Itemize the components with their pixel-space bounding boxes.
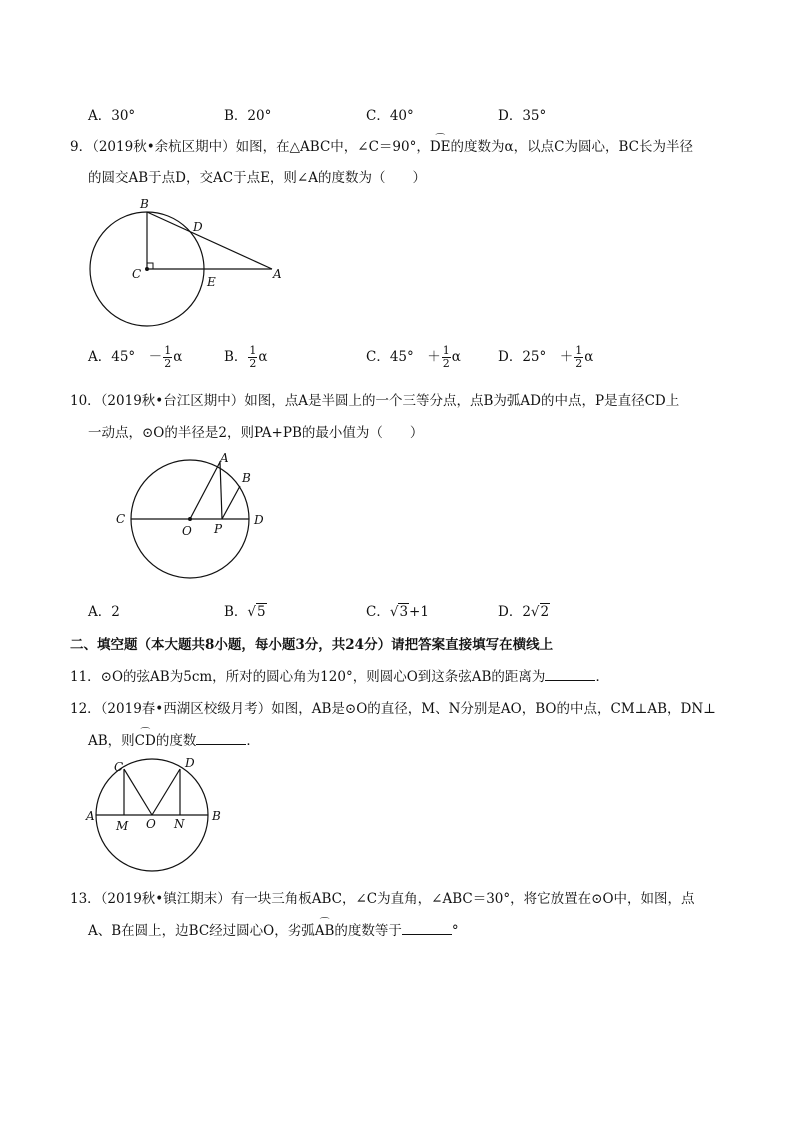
section-2-heading: 二、填空题（本大题共8小题，每小题3分，共24分）请把答案直接填写在横线上	[70, 637, 554, 653]
q9-arc-de: ⌒ DE	[430, 139, 451, 155]
q11-line: 11．⊙O的弦AB为5cm，所对的圆心角为120°，则圆心O到这条弦AB的距离为 ．	[70, 669, 609, 685]
q9-option-d: D．25° ＋ $\frac{1}{2}$ α	[498, 344, 594, 370]
q13-answer-blank[interactable]	[402, 922, 452, 935]
q10-label-o: O	[182, 524, 192, 538]
q12-segment-co	[124, 769, 152, 815]
q10-label-d: D	[254, 513, 264, 527]
q9-option-a: A．45° － $\frac{1}{2}$ α	[88, 344, 183, 370]
q9-label-e: E	[207, 275, 216, 289]
q10-center-dot	[188, 517, 192, 521]
q12-arc-cd: ⌒ CD	[135, 733, 156, 749]
q9-label-d: D	[193, 220, 203, 234]
q10-option-c: C．√3+1	[366, 604, 429, 620]
q12-label-c: C	[114, 760, 124, 774]
q12-figure	[84, 752, 234, 874]
q12-answer-blank[interactable]	[196, 732, 246, 745]
q9-text-1b: 的度数为α，以点C为圆心，BC长为半径	[450, 139, 693, 155]
q10-option-b: B．√5	[224, 604, 266, 620]
q12-line-2: AB，则⌒ CD的度数 ．	[88, 729, 260, 749]
q10-line-1: 10．（2019秋•台江区期中）如图，点A是半圆上的一个三等分点，点B为弧AD的中点，P是直径CD上	[70, 393, 680, 409]
q9-figure	[84, 194, 294, 340]
q12-label-a: A	[86, 809, 95, 823]
q13-line-2: A、B在圆上，边BC经过圆心O，劣弧⌒ AB的度数等于 °	[88, 919, 459, 939]
q10-label-c: C	[116, 512, 126, 526]
q10-option-d: D．2√2	[498, 604, 550, 620]
q10-line-2: 一动点，⊙O的半径是2，则PA+PB的最小值为（ ）	[88, 425, 424, 441]
q9-label-b: B	[140, 197, 149, 211]
q12-label-d: D	[185, 756, 195, 770]
q10-option-a: A．2	[88, 604, 120, 620]
q9-label-c: C	[132, 267, 142, 281]
q12-label-n: N	[174, 817, 185, 831]
q12-segment-do	[152, 769, 180, 815]
q13-line-1: 13．（2019秋•镇江期末）有一块三角板ABC，∠C为直角，∠ABC＝30°，将它放置在⊙O中，如图，点	[70, 891, 695, 907]
q9-center-dot	[145, 267, 149, 271]
q8-option-c: C．40°	[366, 108, 414, 124]
q12-label-o: O	[146, 817, 156, 831]
q8-option-a: A．30°	[88, 108, 136, 124]
q10-figure	[108, 448, 278, 588]
q9-line-1	[70, 135, 693, 155]
q9-line-2: 的圆交AB于点D，交AC于点E，则∠A的度数为（ ）	[88, 170, 426, 186]
q9-label-a: A	[273, 267, 282, 281]
q12-label-m: M	[116, 819, 129, 833]
q12-label-b: B	[212, 809, 221, 823]
q12-line-1: 12．（2019春•西湖区校级月考）如图，AB是⊙O的直径，M、N分别是AO，BO的中点，CM⊥AB，DN⊥	[70, 701, 716, 717]
q8-option-b: B．20°	[224, 108, 272, 124]
q9-option-c: C．45° ＋ $\frac{1}{2}$ α	[366, 344, 461, 370]
q8-option-d: D．35°	[498, 108, 547, 124]
q10-segment-ap	[220, 462, 222, 519]
q10-label-b: B	[242, 471, 251, 485]
q9-option-b: B． $\frac{1}{2}$ α	[224, 344, 268, 370]
q10-segment-oa	[190, 462, 220, 519]
q10-label-a: A	[220, 451, 229, 465]
q10-label-p: P	[214, 522, 223, 536]
q10-segment-pb	[222, 486, 240, 519]
q9-text-1: 9．（2019秋•余杭区期中）如图，在△ABC中，∠C＝90°，	[70, 139, 430, 155]
q13-arc-ab: ⌒ AB	[315, 923, 335, 939]
q11-answer-blank[interactable]	[545, 668, 595, 681]
q9-segment-ba	[147, 212, 272, 269]
